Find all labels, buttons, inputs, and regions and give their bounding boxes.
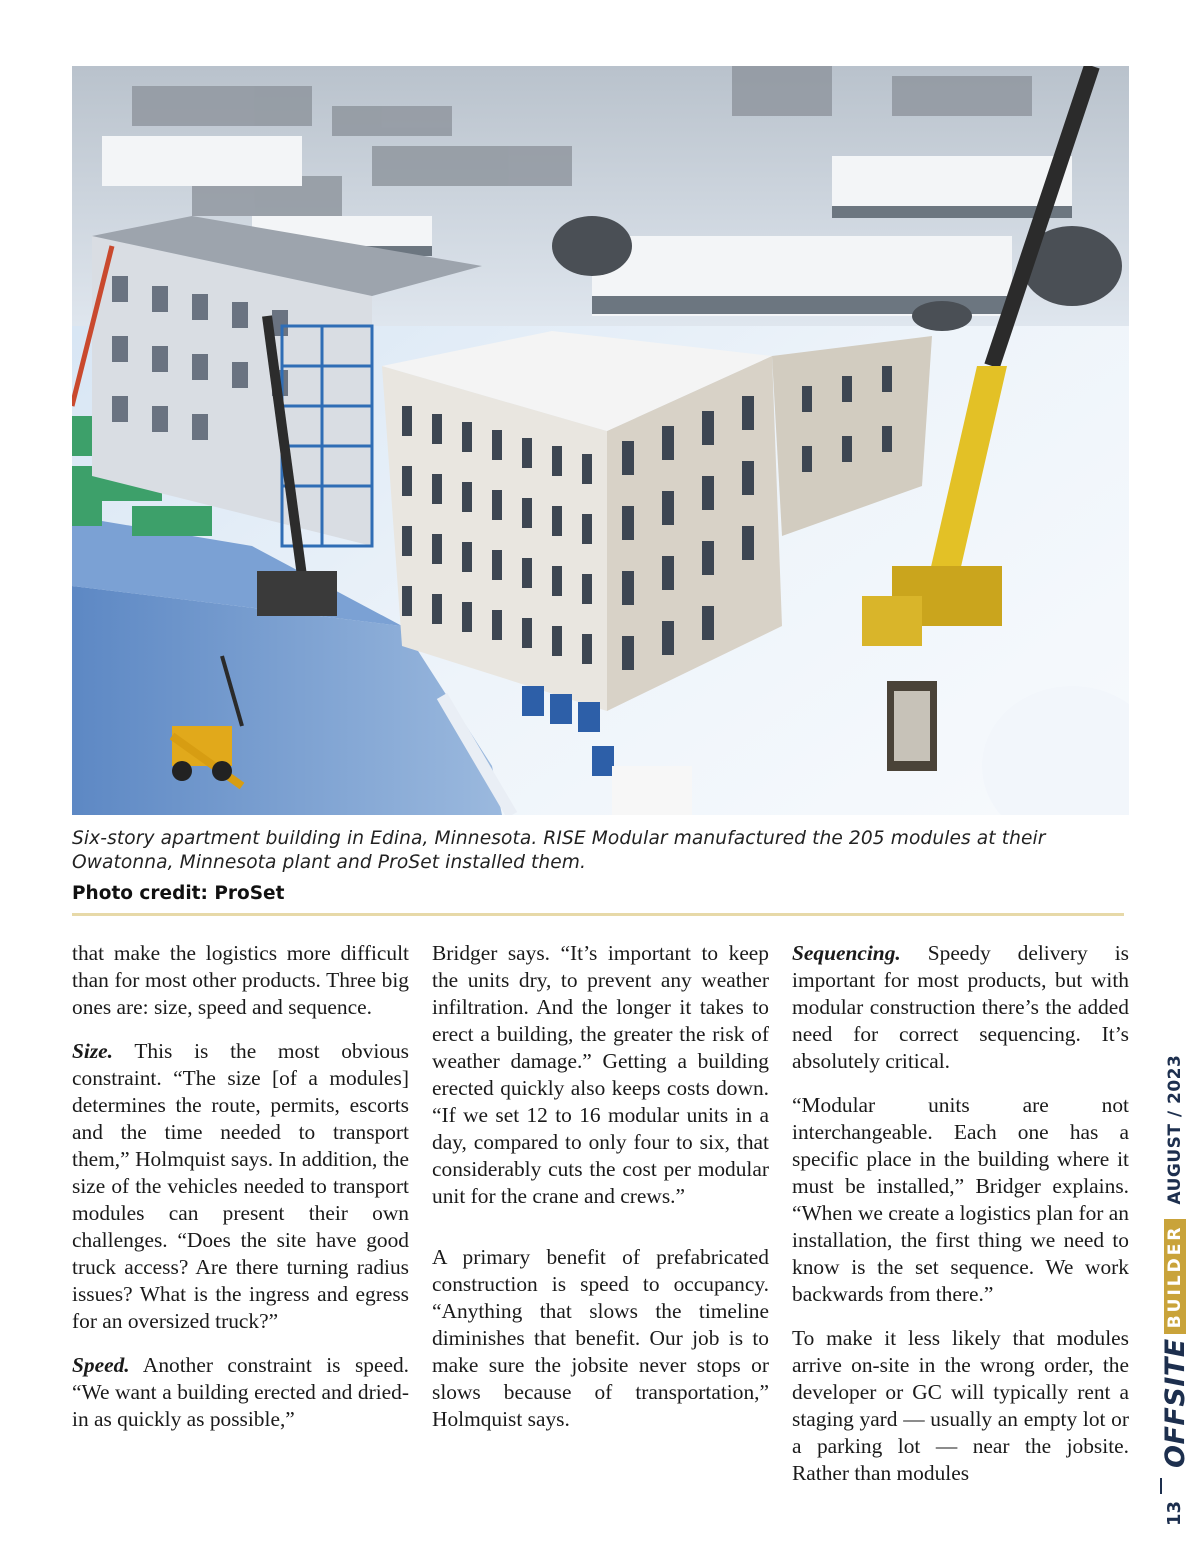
photo-credit: Photo credit: ProSet — [72, 883, 285, 904]
page-number: 13 — [1164, 1500, 1185, 1526]
paragraph-text: To make it less likely that modules arrive on-site in the wrong order, the developer or GC will typically rent a staging yard — usually an empty lot or a parking lot — near the jobsite. Rather than modules — [792, 1326, 1129, 1485]
paragraph — [72, 1038, 409, 1335]
paragraph-text: Bridger says. “It’s important to keep the units dry, to prevent any weather infiltration. And the longer it takes to erect a building, the greater the risk of weather damage.” Getting a building erected quickly also keeps costs down. “If we set 12 to 16 modular units in a day, compared to only four to six, that considerably cuts the cost per modular unit for the crane and crews.” — [432, 941, 769, 1208]
construction-site-photo — [72, 66, 1129, 815]
paragraph — [432, 940, 769, 1210]
brand-offsite: OFFSITE — [1159, 1338, 1191, 1468]
paragraph — [72, 940, 409, 1021]
subhead-speed: Speed. — [72, 1353, 130, 1377]
article-column-3 — [792, 940, 1129, 1504]
paragraph — [72, 1352, 409, 1433]
paragraph-text: Speedy delivery is important for most products, but with modular construction there’s the added need for correct sequencing. It’s absolutely critical. — [792, 941, 1129, 1073]
paragraph — [792, 1325, 1129, 1487]
paragraph-text: that make the logistics more difficult than for most other products. Three big ones are: size, speed and sequence. — [72, 941, 409, 1019]
paragraph-text: Another constraint is speed. “We want a building erected and dried-in as quickly as possible,” — [72, 1353, 409, 1431]
magazine-spine — [1158, 1054, 1192, 1468]
paragraph-text: A primary benefit of prefabricated construction is speed to occupancy. “Anything that slows the timeline diminishes that benefit. Our job is to make sure the jobsite never stops or slows because of transportation,” Holmquist says. — [432, 1245, 769, 1431]
article-column-1 — [72, 940, 409, 1450]
paragraph-text: This is the most obvious constraint. “The size [of a modules] determines the route, permits, escorts and the time needed to transport them,” Holmquist says. In addition, the size of the vehicles needed to transport modules can present their own challenges. “Does the site have good truck access? Are there turning radius issues? What is the ingress and egress for an oversized truck?” — [72, 1039, 409, 1333]
spine-divider — [1160, 1478, 1162, 1494]
paragraph — [792, 940, 1129, 1075]
section-divider — [72, 913, 1124, 916]
paragraph — [792, 1092, 1129, 1308]
article-photo — [72, 66, 1129, 815]
photo-caption: Six-story apartment building in Edina, Minnesota. RISE Modular manufactured the 205 modules at their Owatonna, Minnesota plant and ProSet installed them. — [72, 828, 1046, 873]
article-column-2 — [432, 940, 769, 1450]
brand-builder: BUILDER — [1164, 1219, 1186, 1335]
paragraph-text: “Modular units are not interchangeable. Each one has a specific place in the building where it must be installed,” Bridger explains. “When we create a logistics plan for an installation, the first thing we need to know is the set sequence. We work backwards from there.” — [792, 1093, 1129, 1306]
paragraph — [432, 1244, 769, 1433]
subhead-size: Size. — [72, 1039, 114, 1063]
issue-date: AUGUST / 2023 — [1165, 1054, 1185, 1205]
subhead-sequencing: Sequencing. — [792, 941, 901, 965]
